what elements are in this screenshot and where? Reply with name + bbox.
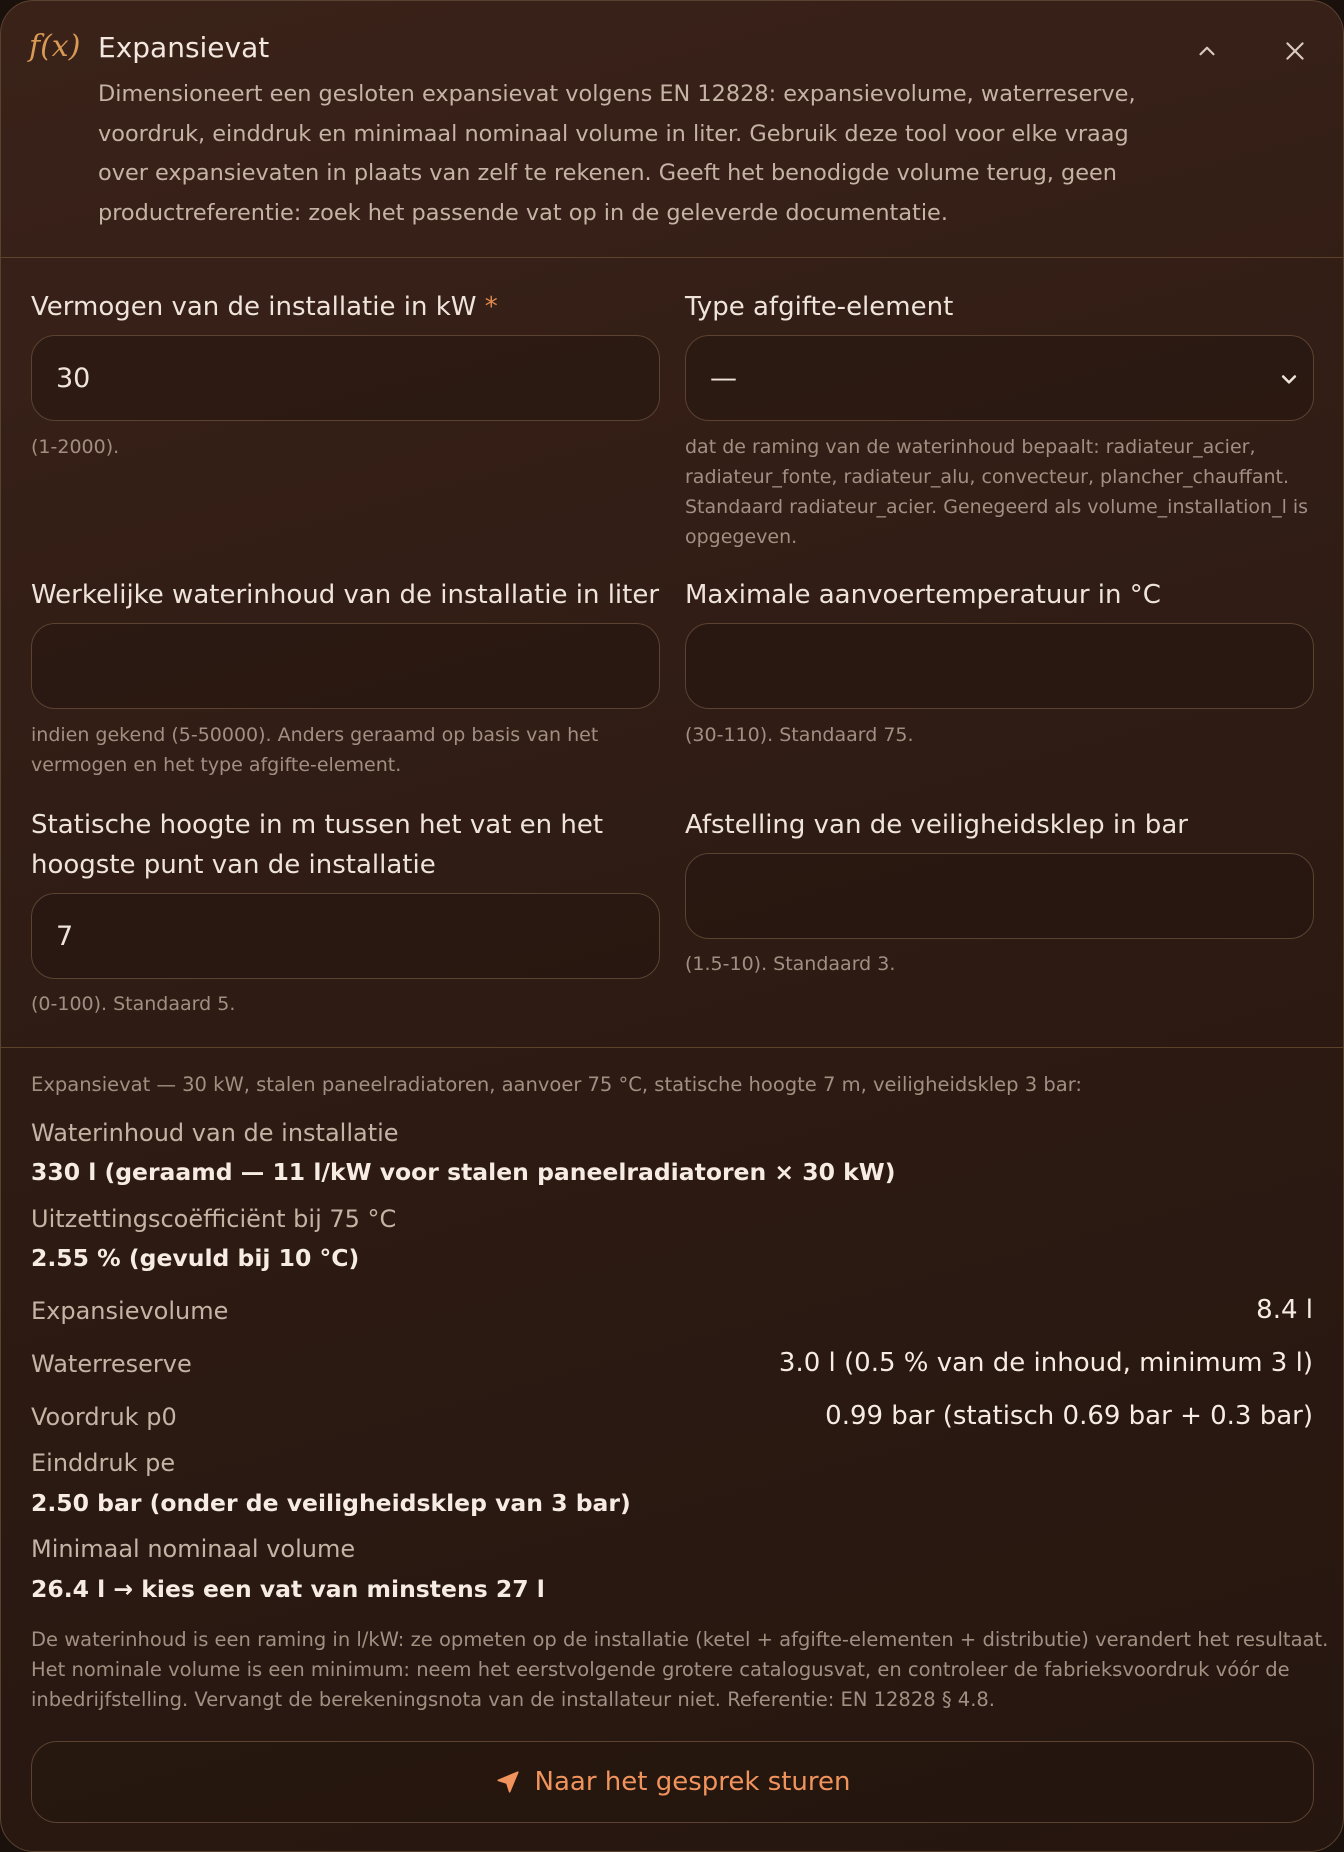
send-button-label: Naar het gesprek sturen	[534, 1767, 851, 1797]
nominal-volume-value: 26.4 l → kies een vat van minstens 27 l	[31, 1575, 545, 1603]
send-to-conversation-button[interactable]	[31, 1741, 1314, 1823]
volume-label: Werkelijke waterinhoud van de installatie in liter	[31, 580, 660, 610]
height-input[interactable]	[31, 893, 660, 979]
tool-title: Expansievat	[98, 31, 270, 64]
power-help: (1-2000).	[31, 436, 120, 458]
send-icon	[495, 1769, 521, 1795]
emitter-select-value: —	[710, 362, 737, 394]
results-note: De waterinhoud is een raming in l/kW: ze opmeten op de installatie (ketel + afgifte-elementen + distributie) verandert het resultaat. Het nominale volume is een minimum: neem het eerstvolgende grotere catalogusvat, en controleer de fabrieksvoordruk vóór de inbedrijfstelling. Vervangt de berekeningsnota van de installateur niet. Referentie: EN 12828 § 4.8.	[31, 1628, 1329, 1711]
power-input[interactable]	[31, 335, 660, 421]
height-help: (0-100). Standaard 5.	[31, 993, 236, 1015]
chevron-down-icon	[1279, 369, 1299, 389]
chevron-up-icon	[1194, 38, 1220, 64]
emitter-select[interactable]	[685, 335, 1314, 421]
water-reserve-value: 3.0 l (0.5 % van de inhoud, minimum 3 l)	[778, 1348, 1313, 1378]
pre-pressure-label: Voordruk p0	[31, 1403, 177, 1431]
required-marker: *	[484, 292, 498, 322]
valve-input[interactable]	[685, 853, 1314, 939]
pre-pressure-value: 0.99 bar (statisch 0.69 bar + 0.3 bar)	[825, 1401, 1313, 1431]
water-content-label: Waterinhoud van de installatie	[31, 1119, 399, 1147]
power-label: Vermogen van de installatie in kW *	[31, 292, 498, 322]
close-button[interactable]	[1277, 33, 1313, 69]
final-pressure-label: Einddruk pe	[31, 1449, 176, 1477]
final-pressure-value: 2.50 bar (onder de veiligheidsklep van 3 bar)	[31, 1489, 631, 1517]
expansion-coefficient-label: Uitzettingscoëfficiënt bij 75 °C	[31, 1205, 397, 1233]
temperature-help: (30-110). Standaard 75.	[685, 724, 914, 746]
valve-help: (1.5-10). Standaard 3.	[685, 953, 896, 975]
results-summary: Expansievat — 30 kW, stalen paneelradiatoren, aanvoer 75 °C, statische hoogte 7 m, veiligheidsklep 3 bar:	[31, 1073, 1082, 1096]
water-content-value: 330 l (geraamd — 11 l/kW voor stalen paneelradiatoren × 30 kW)	[31, 1158, 896, 1186]
nominal-volume-label: Minimaal nominaal volume	[31, 1535, 356, 1563]
tool-header	[1, 1, 1343, 258]
emitter-help: dat de raming van de waterinhoud bepaalt: radiateur_acier, radiateur_fonte, radiateur_alu, convecteur, plancher_chauffant. Standaard radiateur_acier. Genegeerd als volume_installation_l is opgegeven.	[685, 436, 1309, 548]
height-input-value: 7	[56, 920, 74, 952]
volume-help: indien gekend (5-50000). Anders geraamd op basis van het vermogen en het type afgifte-element.	[31, 724, 599, 776]
water-reserve-label: Waterreserve	[31, 1350, 192, 1378]
valve-label: Afstelling van de veiligheidsklep in bar	[685, 810, 1188, 840]
height-label: Statische hoogte in m tussen het vat en het hoogste punt van de installatie	[31, 810, 604, 880]
volume-input[interactable]	[31, 623, 660, 709]
expansion-coefficient-value: 2.55 % (gevuld bij 10 °C)	[31, 1244, 360, 1272]
tool-description: Dimensioneert een gesloten expansievat volgens EN 12828: expansievolume, waterreserve, voordruk, einddruk en minimaal nominaal volume in liter. Gebruik deze tool voor elke vraag over expansievaten in plaats van zelf te rekenen. Geeft het benodigde volume terug, geen productreferentie: zoek het passende vat op in de geleverde documentatie.	[98, 81, 1136, 226]
power-input-value: 30	[56, 362, 91, 394]
temperature-label: Maximale aanvoertemperatuur in °C	[685, 580, 1161, 610]
expansion-volume-value: 8.4 l	[1256, 1295, 1313, 1325]
expansion-volume-label: Expansievolume	[31, 1297, 229, 1325]
collapse-button[interactable]	[1189, 33, 1225, 69]
function-icon: f(x)	[29, 29, 81, 64]
close-icon	[1282, 38, 1308, 64]
emitter-label: Type afgifte-element	[685, 292, 954, 322]
temperature-input[interactable]	[685, 623, 1314, 709]
